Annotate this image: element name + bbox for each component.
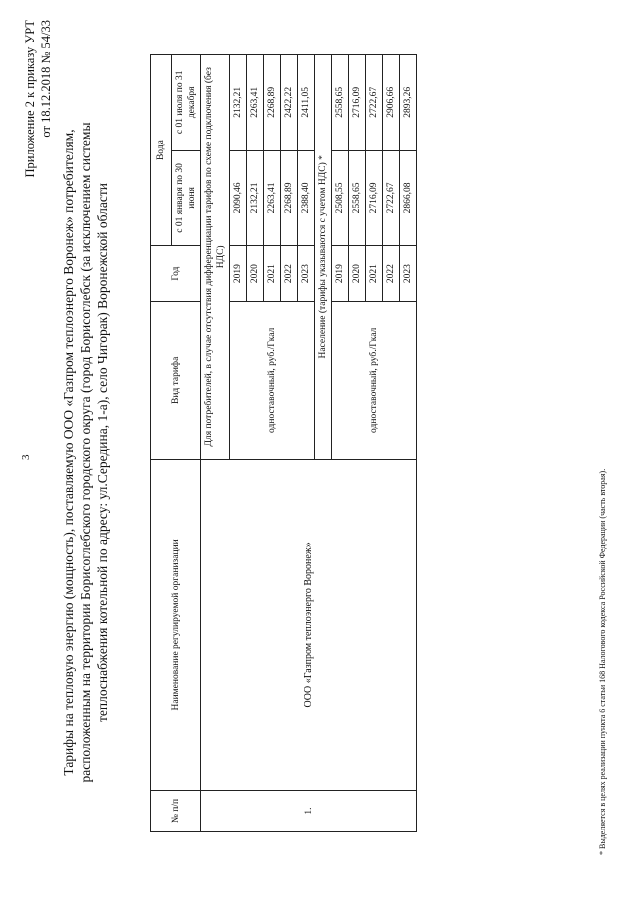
footnote: * Выделяется в целях реализации пункта 6 статьи 168 Налогового кодекса Российской Федерации (часть вторая).: [598, 468, 607, 855]
year-cell: 2022: [281, 246, 298, 302]
header-org: Наименование регулируемой организации: [151, 459, 201, 790]
value-cell: 2558,65: [349, 150, 366, 246]
value-cell: 2268,89: [264, 55, 281, 151]
value-cell: 2132,21: [230, 55, 247, 151]
value-cell: 2090,46: [230, 150, 247, 246]
year-cell: 2020: [349, 246, 366, 302]
value-cell: 2388,40: [298, 150, 315, 246]
header-kind: Вид тарифа: [151, 302, 201, 460]
org-name: ООО «Газпром теплоэнерго Воронеж»: [201, 459, 417, 790]
value-cell: 2132,21: [247, 150, 264, 246]
value-cell: 2263,41: [264, 150, 281, 246]
appendix-note: [22, 20, 54, 300]
value-cell: 2263,41: [247, 55, 264, 151]
value-cell: 2411,05: [298, 55, 315, 151]
header-period-2: с 01 июля по 31 декабря: [172, 55, 201, 151]
page-number: 3: [20, 454, 32, 460]
header-period-1: с 01 января по 30 июня: [172, 150, 201, 246]
section-title: Население (тарифы указываются с учетом НДС) *: [315, 55, 332, 460]
appendix-line-2: от 18.12.2018 № 54/33: [39, 20, 53, 138]
title-line-1: Тарифы на тепловую энергию (мощность), поставляемую ООО «Газпром теплоэнерго Воронеж» потребителям,: [61, 129, 76, 776]
value-cell: 2422,22: [281, 55, 298, 151]
year-cell: 2023: [400, 246, 417, 302]
tariff-kind: одноставочный, руб./Гкал: [332, 302, 417, 460]
section-title: Для потребителей, в случае отсутствия дифференциации тарифов по схеме подключения (без НДС): [201, 55, 230, 460]
year-cell: 2023: [298, 246, 315, 302]
value-cell: 2906,66: [383, 55, 400, 151]
header-year: Год: [151, 246, 201, 302]
year-cell: 2021: [366, 246, 383, 302]
year-cell: 2019: [230, 246, 247, 302]
value-cell: 2716,09: [366, 150, 383, 246]
value-cell: 2722,67: [366, 55, 383, 151]
value-cell: 2508,55: [332, 150, 349, 246]
value-cell: 2722,67: [383, 150, 400, 246]
title-line-2: расположенным на территории Борисоглебского городского округа (город Борисоглебск (за исключением системы: [78, 122, 93, 783]
title-line-3: теплоснабжения котельной по адресу: ул.Середина, 1-а), село Чигорак) Воронежской области: [95, 182, 110, 723]
header-num: № п/п: [151, 791, 201, 832]
year-cell: 2021: [264, 246, 281, 302]
tariff-table: [150, 54, 417, 832]
year-cell: 2019: [332, 246, 349, 302]
appendix-line-1: Приложение 2 к приказу УРТ: [23, 20, 37, 178]
value-cell: 2893,26: [400, 55, 417, 151]
row-number: 1.: [201, 791, 417, 832]
tariff-kind: одноставочный, руб./Гкал: [230, 302, 315, 460]
document-title: [60, 70, 111, 835]
value-cell: 2716,09: [349, 55, 366, 151]
year-cell: 2020: [247, 246, 264, 302]
value-cell: 2866,08: [400, 150, 417, 246]
value-cell: 2268,89: [281, 150, 298, 246]
year-cell: 2022: [383, 246, 400, 302]
header-water: Вода: [151, 55, 172, 246]
value-cell: 2558,65: [332, 55, 349, 151]
